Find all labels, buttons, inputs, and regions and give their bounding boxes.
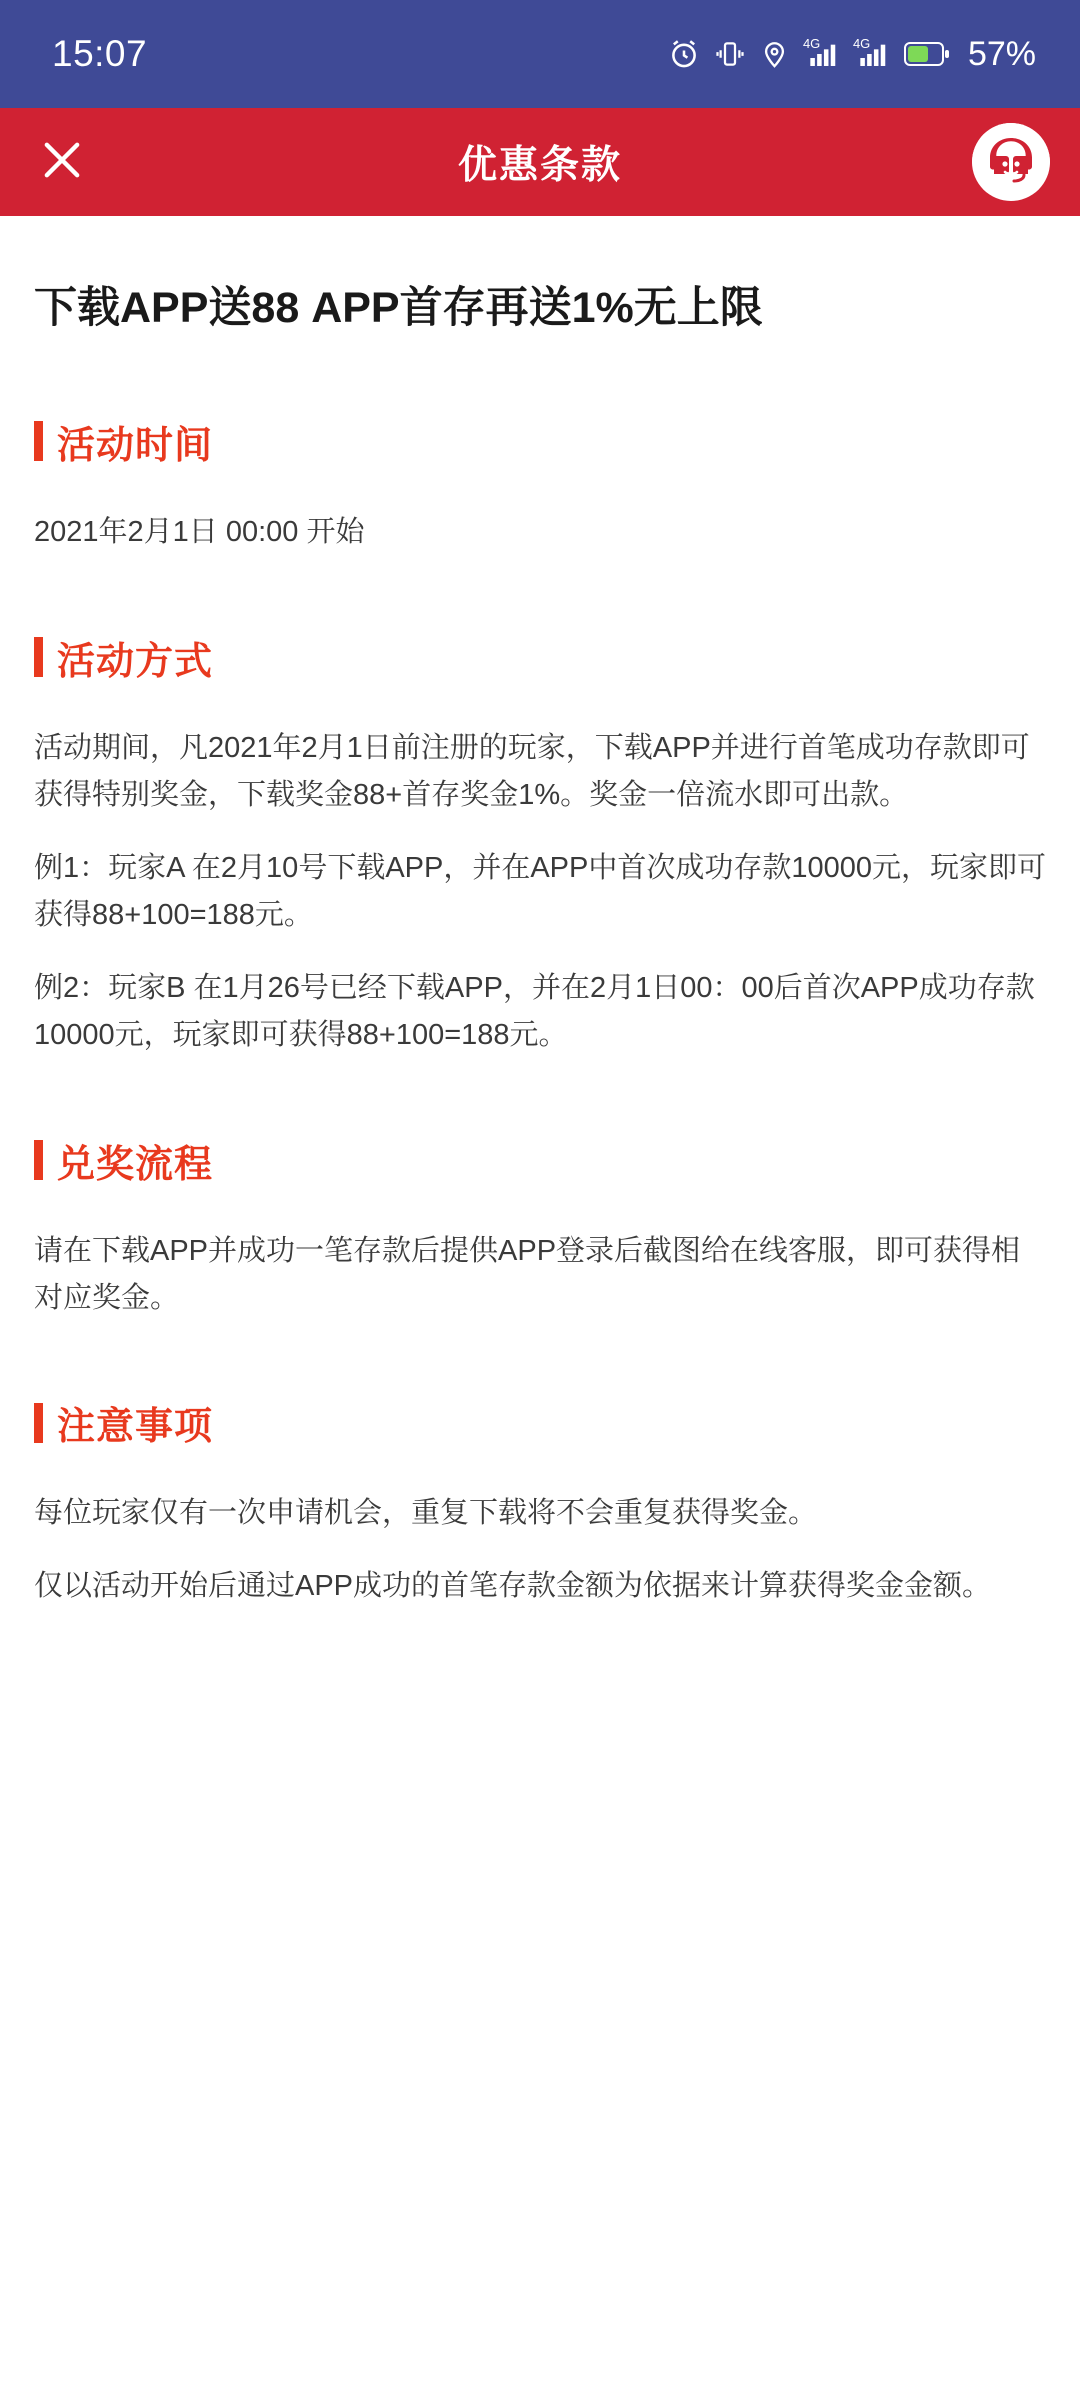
customer-support-icon	[972, 123, 1050, 201]
page-title: 优惠条款	[457, 144, 622, 187]
content-area	[0, 282, 1080, 1610]
section-header	[34, 414, 1046, 469]
section-accent-bar	[34, 637, 43, 677]
section-body	[34, 1490, 1046, 1610]
close-button[interactable]	[30, 130, 94, 194]
app-header	[0, 108, 1080, 216]
signal-label-one: 4G	[802, 36, 821, 51]
section-body	[34, 1228, 1046, 1322]
paragraph: 例1：玩家A 在2月10号下载APP，并在APP中首次成功存款10000元，玩家即可获得88+100=188元。	[34, 851, 1047, 931]
section-activity-method	[34, 630, 1046, 1059]
signal-4g-two-icon	[854, 38, 890, 70]
section-activity-time	[34, 414, 1046, 556]
vibrate-icon	[715, 39, 745, 69]
status-time: 15:07	[52, 33, 148, 74]
section-accent-bar	[34, 1140, 43, 1180]
section-header	[34, 630, 1046, 685]
status-icon-group	[667, 35, 1036, 74]
location-icon	[759, 39, 790, 70]
section-body	[34, 509, 1046, 556]
section-title: 注意事项	[57, 1406, 214, 1449]
section-redeem-process	[34, 1133, 1046, 1322]
section-title: 活动方式	[57, 640, 214, 683]
promo-title: 下载APP送88 APP首存再送1%无上限	[34, 284, 763, 332]
battery-percent: 57%	[967, 34, 1036, 73]
paragraph: 活动期间，凡2021年2月1日前注册的玩家，下载APP并进行首笔成功存款即可获得特别奖金，下载奖金88+首存奖金1%。奖金一倍流水即可出款。	[34, 731, 1030, 811]
paragraph: 请在下载APP并成功一笔存款后提供APP登录后截图给在线客服，即可获得相对应奖金。	[34, 1234, 1021, 1314]
signal-label-two: 4G	[852, 36, 871, 51]
alarm-icon	[667, 37, 701, 71]
status-bar	[0, 0, 1080, 108]
section-accent-bar	[34, 1403, 43, 1443]
paragraph: 例2：玩家B 在1月26号已经下载APP，并在2月1日00：00后首次APP成功存款10000元，玩家即可获得88+100=188元。	[34, 971, 1035, 1051]
close-icon	[36, 134, 88, 191]
customer-support-button[interactable]	[972, 123, 1050, 201]
paragraph: 每位玩家仅有一次申请机会，重复下载将不会重复获得奖金。	[34, 1497, 818, 1530]
section-header	[34, 1395, 1046, 1450]
paragraph: 仅以活动开始后通过APP成功的首笔存款金额为依据来计算获得奖金金额。	[34, 1570, 992, 1603]
battery-icon	[904, 41, 950, 67]
section-notes	[34, 1395, 1046, 1610]
signal-4g-one-icon	[804, 38, 840, 70]
section-title: 兑奖流程	[57, 1143, 214, 1186]
section-header	[34, 1133, 1046, 1188]
section-body	[34, 725, 1046, 1059]
paragraph: 2021年2月1日 00:00 开始	[34, 515, 365, 548]
section-title: 活动时间	[57, 424, 214, 467]
section-accent-bar	[34, 421, 43, 461]
